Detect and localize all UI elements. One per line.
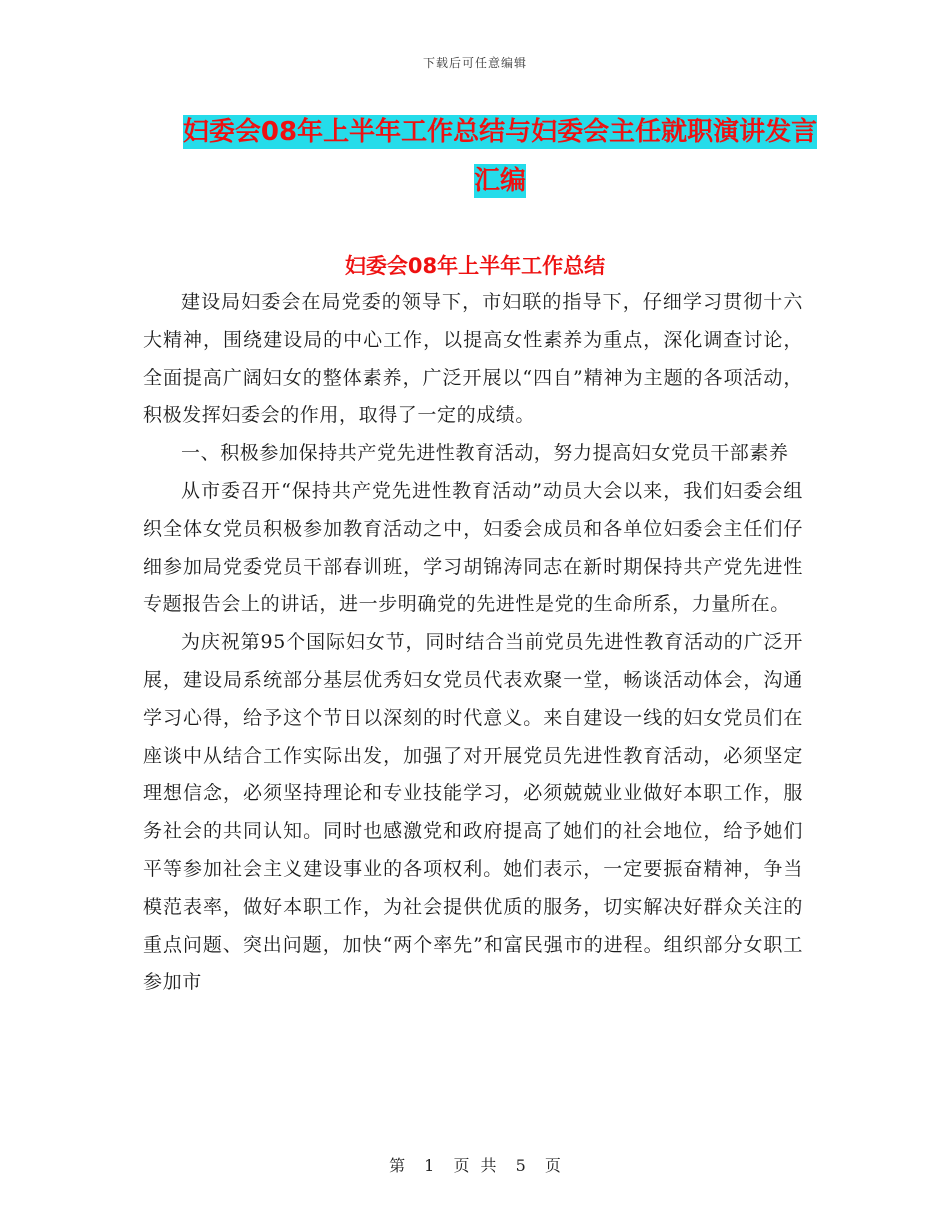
- paragraph-intro: 建设局妇委会在局党委的领导下，市妇联的指导下，仔细学习贯彻十六大精神，围绕建设局的中心工作，以提高女性素养为重点，深化调查讨论，全面提高广阔妇女的整体素养，广泛开展以“四自”精神为主题的各项活动，积极发挥妇委会的作用，取得了一定的成绩。: [143, 291, 803, 427]
- footer-suffix: 页: [544, 1156, 561, 1175]
- footer-prefix: 第: [389, 1156, 406, 1175]
- footer-total-pages: 5: [515, 1156, 526, 1175]
- paragraph-party-education: 从市委召开“保持共产党先进性教育活动”动员大会以来，我们妇委会组织全体女党员积极参加教育活动之中，妇委会成员和各单位妇委会主任们仔细参加局党委党员干部春训班，学习胡锦涛同志在新时期保持共产党先进性专题报告会上的讲话，进一步明确党的先进性是党的生命所系，力量所在。: [143, 479, 803, 616]
- document-body: [143, 284, 803, 1002]
- paragraph-womens-day: 为庆祝第95个国际妇女节，同时结合当前党员先进性教育活动的广泛开展，建设局系统部分基层优秀妇女党员代表欢聚一堂，畅谈活动体会，沟通学习心得，给予这个节日以深刻的时代意义。来自建设一线的妇女党员们在座谈中从结合工作实际出发，加强了对开展党员先进性教育活动，必须坚定理想信念，必须坚持理论和专业技能学习，必须兢兢业业做好本职工作，服务社会的共同认知。同时也感激党和政府提高了她们的社会地位，给予她们平等参加社会主义建设事业的各项权利。她们表示，一定要振奋精神，争当模范表率，做好本职工作，为社会提供优质的服务，切实解决好群众关注的重点问题、突出问题，加快“两个率先”和富民强市的进程。组织部分女职工参加市: [143, 631, 803, 994]
- header-note: 下载后可任意编辑: [422, 56, 527, 70]
- footer-current-page: 1: [424, 1156, 435, 1175]
- footer-mid: 页 共: [453, 1156, 497, 1175]
- page-footer: [0, 1153, 950, 1176]
- paragraph-heading-one: 一、积极参加保持共产党先进性教育活动，努力提高妇女党员干部素养: [181, 442, 789, 465]
- document-title: [170, 108, 830, 206]
- section-title: 妇委会08年上半年工作总结: [344, 254, 606, 278]
- document-title-text: 妇委会08年上半年工作总结与妇委会主任就职演讲发言汇编: [182, 117, 818, 196]
